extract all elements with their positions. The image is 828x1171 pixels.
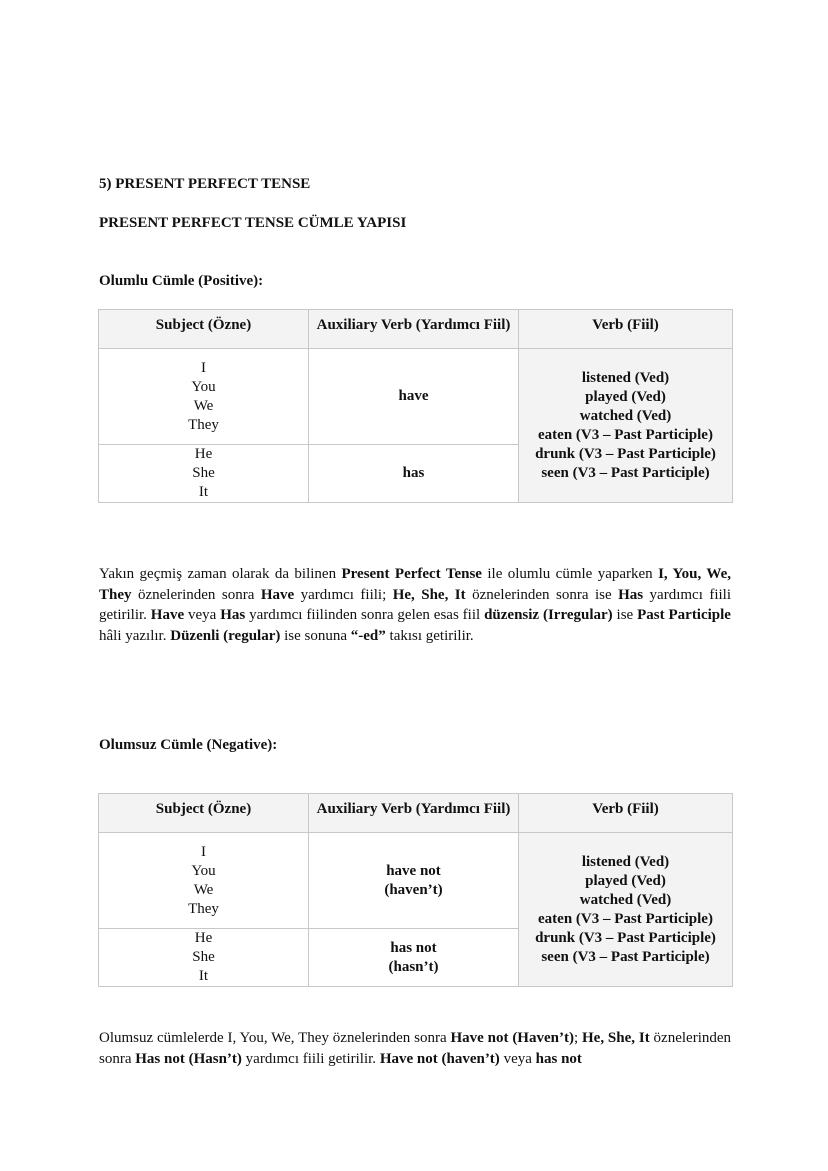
subject: He	[194, 930, 213, 946]
positive-run: He, She, It	[392, 586, 466, 603]
positive-run: Has	[618, 586, 644, 603]
negative-run: Have not (haven’t)	[379, 1050, 500, 1067]
positive-run: ile olumlu cümle yaparken	[481, 566, 659, 582]
positive-run: “-ed”	[350, 627, 386, 644]
positive-run: Has	[220, 607, 246, 623]
verb: played (Ved)	[585, 872, 666, 889]
positive-heading: Olumlu Cümle (Positive):	[99, 273, 264, 289]
positive-run: ise sonuna	[280, 627, 351, 644]
negative-run: öznelerinden sonra	[99, 1030, 732, 1067]
positive-run: öznelerinden sonra ise	[465, 586, 619, 603]
verb: drunk (V3 – Past Participle)	[535, 929, 716, 946]
positive-run: Past Participle	[637, 607, 731, 623]
header-auxiliary: Auxiliary Verb (Yardımcı Fiil)	[309, 310, 519, 349]
negative-run: Have not (Haven’t)	[450, 1030, 574, 1046]
subject: They	[188, 416, 219, 433]
positive-table	[98, 309, 733, 503]
auxiliary: have not	[386, 862, 441, 879]
negative-paragraph	[99, 1028, 731, 1069]
positive-run: yardımcı fiilinden sonra gelen esas fiil	[245, 607, 485, 623]
section-subtitle: PRESENT PERFECT TENSE CÜMLE YAPISI	[99, 215, 407, 231]
positive-run: hâli yazılır.	[99, 627, 171, 644]
subject-cell	[99, 349, 309, 445]
positive-run: Have	[150, 607, 185, 623]
negative-run: yardımcı fiili getirilir.	[241, 1050, 380, 1067]
verb: played (Ved)	[585, 388, 666, 405]
auxiliary-short: (haven’t)	[384, 881, 443, 898]
negative-run: Has not (Hasn’t)	[135, 1050, 242, 1067]
positive-run: Have	[260, 586, 295, 603]
positive-run: düzensiz (Irregular)	[484, 607, 613, 623]
verb-cell	[519, 349, 733, 503]
table-row	[99, 833, 733, 929]
positive-run: yardımcı fiili getirilir.	[99, 586, 731, 623]
header-subject: Subject (Özne)	[99, 794, 309, 833]
verb: seen (V3 – Past Participle)	[541, 464, 710, 481]
positive-paragraph	[99, 564, 731, 646]
negative-run: He, She, It	[582, 1030, 650, 1046]
section-title: 5) PRESENT PERFECT TENSE	[99, 176, 311, 192]
positive-run: veya	[184, 607, 221, 623]
positive-run: Düzenli (regular)	[170, 627, 281, 644]
positive-run: takısı getirilir.	[385, 627, 474, 644]
subject: She	[192, 949, 215, 965]
positive-run: Present Perfect Tense	[341, 566, 482, 582]
subject: It	[198, 484, 209, 500]
header-verb: Verb (Fiil)	[519, 310, 733, 349]
subject: We	[193, 881, 214, 898]
positive-run: öznelerinden sonra	[131, 586, 261, 603]
subject: I	[201, 359, 206, 376]
subject: We	[193, 397, 214, 414]
subject-cell	[99, 929, 309, 987]
auxiliary-cell	[309, 833, 519, 929]
positive-run: I, You, We, They	[99, 566, 731, 603]
verb: listened (Ved)	[581, 369, 670, 386]
auxiliary-cell: has	[309, 445, 519, 503]
verb: eaten (V3 – Past Participle)	[538, 426, 713, 443]
subject: You	[191, 378, 216, 395]
auxiliary-short: (hasn’t)	[388, 958, 439, 975]
auxiliary: has not	[390, 939, 437, 956]
negative-heading: Olumsuz Cümle (Negative):	[99, 737, 278, 753]
auxiliary-cell: have	[309, 349, 519, 445]
subject: It	[198, 968, 209, 984]
negative-run: veya	[499, 1050, 536, 1067]
header-auxiliary: Auxiliary Verb (Yardımcı Fiil)	[309, 794, 519, 833]
verb: eaten (V3 – Past Participle)	[538, 910, 713, 927]
subject: He	[194, 446, 213, 462]
subject: I	[201, 843, 206, 860]
negative-table	[98, 793, 733, 987]
negative-run: ;	[573, 1030, 582, 1046]
positive-run: Yakın geçmiş zaman olarak da bilinen	[99, 566, 342, 582]
positive-run: ise	[612, 607, 638, 623]
verb: drunk (V3 – Past Participle)	[535, 445, 716, 462]
header-subject: Subject (Özne)	[99, 310, 309, 349]
table-header-row	[99, 794, 733, 833]
auxiliary-cell	[309, 929, 519, 987]
negative-run: has not	[535, 1050, 582, 1067]
table-row	[99, 349, 733, 445]
verb: seen (V3 – Past Participle)	[541, 948, 710, 965]
subject: You	[191, 862, 216, 879]
verb: listened (Ved)	[581, 853, 670, 870]
verb: watched (Ved)	[579, 891, 672, 908]
subject: They	[188, 900, 219, 917]
subject: She	[192, 465, 215, 481]
negative-run: Olumsuz cümlelerde I, You, We, They öznelerinden sonra	[99, 1030, 451, 1046]
subject-cell	[99, 833, 309, 929]
table-header-row	[99, 310, 733, 349]
positive-run: yardımcı fiili;	[294, 586, 393, 603]
header-verb: Verb (Fiil)	[519, 794, 733, 833]
subject-cell	[99, 445, 309, 503]
verb: watched (Ved)	[579, 407, 672, 424]
verb-cell	[519, 833, 733, 987]
